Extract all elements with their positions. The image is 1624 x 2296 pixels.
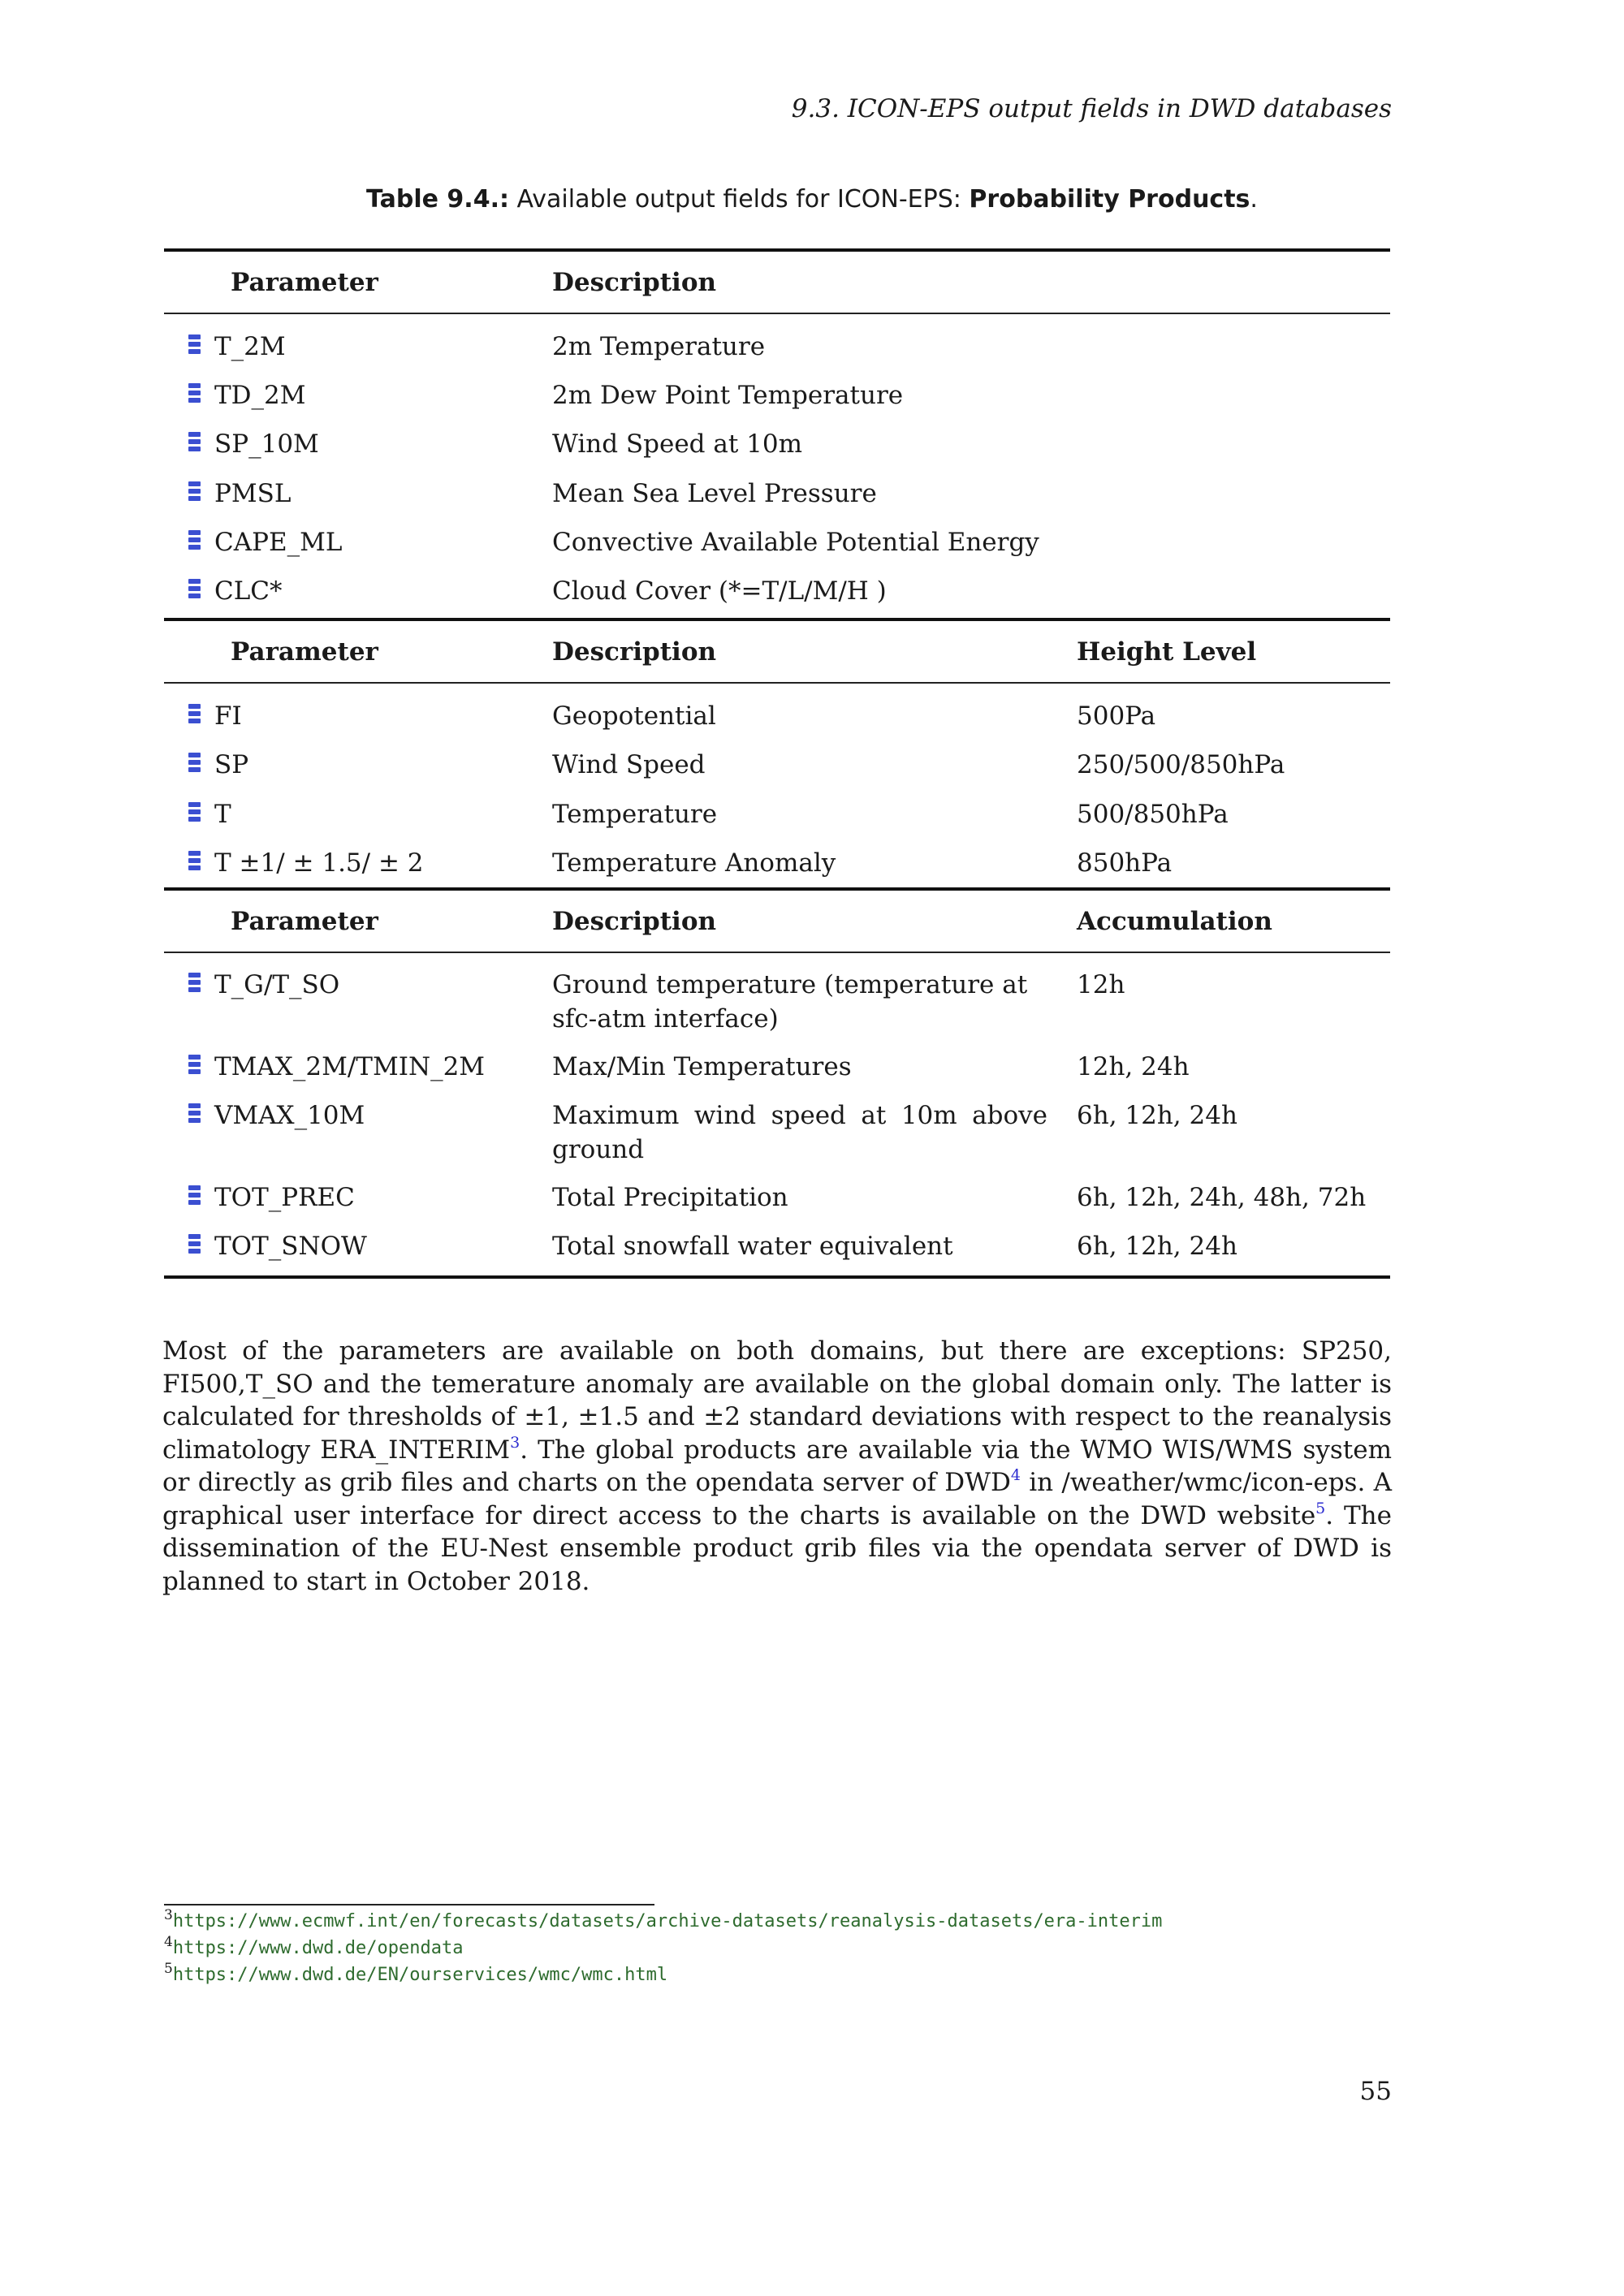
desc-cell: Ground temperature (temperature at sfc-atm interface) — [552, 970, 1028, 1034]
footnote-ref[interactable]: 4 — [1010, 1466, 1021, 1484]
param-cell: SP — [214, 750, 249, 779]
header-parameter: Parameter — [231, 268, 378, 297]
footnote — [164, 1961, 668, 1985]
header-rule — [164, 952, 1390, 953]
paragraph-text: . The global products are available via the WMO WIS/WMS system or directly as grib files and charts on the opendata server of DWD — [162, 1435, 1392, 1497]
header-parameter: Parameter — [231, 637, 378, 667]
accumulation-cell: 6h, 12h, 24h — [1077, 1101, 1237, 1130]
footnote-number: 3 — [164, 1907, 173, 1923]
height-cell: 500/850hPa — [1077, 800, 1229, 829]
bookmark-icon — [188, 1185, 201, 1211]
bookmark-icon — [188, 802, 201, 828]
desc-cell: Cloud Cover (*=T/L/M/H ) — [552, 576, 887, 606]
running-head: 9.3. ICON-EPS output fields in DWD databases — [791, 94, 1392, 123]
param-cell: TMAX_2M/TMIN_2M — [214, 1052, 486, 1081]
param-cell: T_2M — [214, 332, 286, 361]
footnote-number: 4 — [164, 1934, 173, 1950]
param-cell: CLC* — [214, 576, 283, 606]
header-rule — [164, 313, 1390, 314]
header-rule — [164, 682, 1390, 684]
bookmark-icon — [188, 851, 201, 877]
param-cell: PMSL — [214, 479, 292, 508]
param-cell: CAPE_ML — [214, 528, 343, 557]
header-description: Description — [552, 637, 717, 667]
output-fields-table — [164, 0, 1390, 1299]
height-cell: 850hPa — [1077, 848, 1173, 878]
accumulation-cell: 6h, 12h, 24h, 48h, 72h — [1077, 1183, 1367, 1212]
footnote-ref[interactable]: 3 — [510, 1433, 520, 1452]
desc-cell: 2m Temperature — [552, 332, 766, 361]
bookmark-icon — [188, 753, 201, 779]
desc-cell: Convective Available Potential Energy — [552, 528, 1039, 557]
param-cell: TOT_PREC — [214, 1183, 355, 1212]
footnote — [164, 1934, 464, 1958]
desc-cell: Mean Sea Level Pressure — [552, 479, 877, 508]
header-parameter: Parameter — [231, 907, 378, 936]
page-number: 55 — [1359, 2077, 1392, 2106]
caption-text: Available output fields for ICON-EPS: — [508, 185, 970, 214]
footnote-ref[interactable]: 5 — [1315, 1499, 1326, 1517]
height-cell: 250/500/850hPa — [1077, 750, 1285, 779]
desc-cell: Total snowfall water equivalent — [552, 1232, 953, 1261]
bookmark-icon — [188, 530, 201, 556]
accumulation-cell: 12h — [1077, 970, 1125, 999]
section-rule — [164, 887, 1390, 891]
paragraph-text: . The dissemination of the EU-Nest ensemble product grib files via the opendata server of DWD is planned to start in October 2018. — [162, 1500, 1392, 1596]
bookmark-icon — [188, 1103, 201, 1129]
footnote-link[interactable]: https://www.dwd.de/opendata — [172, 1938, 464, 1958]
paragraph-text: in /weather/wmc/icon-eps. A graphical user interface for direct access to the charts is available on the DWD website — [162, 1468, 1392, 1530]
param-cell: T ±1/ ± 1.5/ ± 2 — [214, 848, 424, 878]
desc-cell: Temperature Anomaly — [552, 848, 836, 878]
bookmark-icon — [188, 1055, 201, 1081]
accumulation-cell: 6h, 12h, 24h — [1077, 1232, 1237, 1261]
footnote-rule — [164, 1904, 654, 1905]
desc-cell: Geopotential — [552, 701, 716, 731]
bookmark-icon — [188, 432, 201, 458]
footnote-link[interactable]: https://www.ecmwf.int/en/forecasts/datasets/archive-datasets/reanalysis-datasets/era-interim — [172, 1911, 1163, 1931]
footnote-number: 5 — [164, 1961, 173, 1977]
desc-cell: 2m Dew Point Temperature — [552, 381, 904, 410]
header-description: Description — [552, 907, 717, 936]
param-cell: T — [214, 800, 231, 829]
height-cell: 500Pa — [1077, 701, 1156, 731]
desc-cell: Maximum wind speed at 10m above ground — [552, 1101, 1047, 1164]
param-cell: T_G/T_SO — [214, 970, 340, 999]
desc-cell: Max/Min Temperatures — [552, 1052, 852, 1081]
table-top-rule — [164, 248, 1390, 252]
footnote-link[interactable]: https://www.dwd.de/EN/ourservices/wmc/wmc.html — [172, 1965, 668, 1985]
header-accumulation: Accumulation — [1077, 907, 1272, 936]
bookmark-icon — [188, 973, 201, 999]
caption-end: . — [1250, 185, 1258, 214]
bookmark-icon — [188, 704, 201, 730]
table-bottom-rule — [164, 1275, 1390, 1279]
header-description: Description — [552, 268, 717, 297]
bookmark-icon — [188, 383, 201, 409]
desc-cell: Wind Speed — [552, 750, 706, 779]
caption-bold: Probability Products — [969, 185, 1250, 214]
param-cell: VMAX_10M — [214, 1101, 365, 1130]
bookmark-icon — [188, 481, 201, 507]
section-rule — [164, 618, 1390, 621]
bookmark-icon — [188, 1234, 201, 1260]
param-cell: SP_10M — [214, 429, 319, 459]
desc-cell: Wind Speed at 10m — [552, 429, 803, 459]
param-cell: TOT_SNOW — [214, 1232, 367, 1261]
bookmark-icon — [188, 579, 201, 605]
param-cell: TD_2M — [214, 381, 306, 410]
paragraph-text: Most of the parameters are available on both domains, but there are exceptions: SP250, FI500,T_SO and the temerature anomaly are available on the global domain only. The latter is calculated for thresholds of ±1, ±1.5 and ±2 standard deviations with respect to the reanalysis climatology ERA_INTERIM — [162, 1336, 1392, 1465]
bookmark-icon — [188, 334, 201, 360]
accumulation-cell: 12h, 24h — [1077, 1052, 1190, 1081]
desc-cell: Temperature — [552, 800, 718, 829]
footnote — [164, 1907, 1163, 1931]
body-paragraph — [162, 1335, 1392, 1598]
desc-cell: Total Precipitation — [552, 1183, 788, 1212]
header-height-level: Height Level — [1077, 637, 1257, 667]
caption-label: Table 9.4.: — [366, 185, 509, 214]
param-cell: FI — [214, 701, 242, 731]
